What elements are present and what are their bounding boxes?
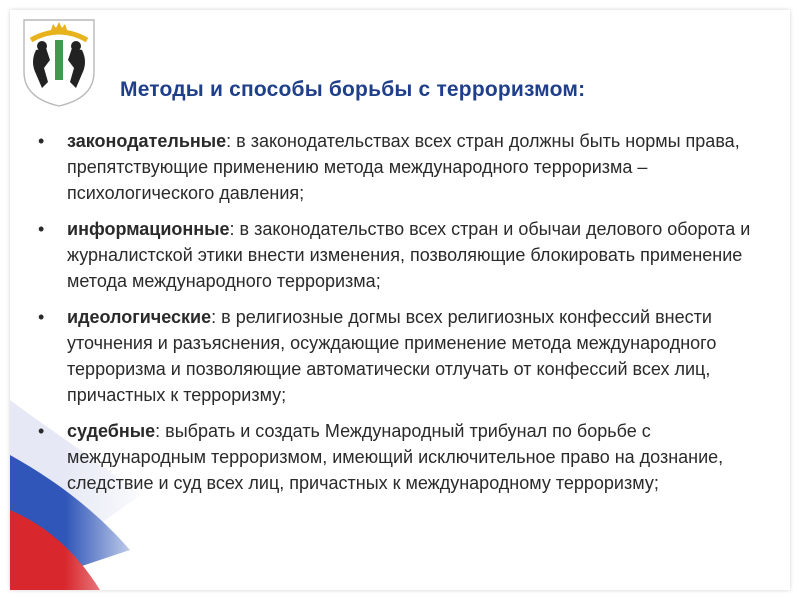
list-item: [30, 128, 772, 206]
methods-list: [30, 128, 772, 506]
method-description: : в религиозные догмы всех религиозных конфессий внести уточнения и разъяснения, осуждающие применение метода международного терроризма и позволяющие автоматически отлучать от конфессий всех лиц, причастных к терроризму;: [67, 307, 717, 405]
bullet-icon: •: [38, 307, 45, 327]
method-term: судебные: [67, 421, 156, 441]
method-term: законодательные: [67, 131, 227, 151]
method-term: информационные: [67, 219, 230, 239]
bullet-icon: •: [38, 421, 45, 441]
bullet-icon: •: [38, 131, 45, 151]
list-item: [30, 418, 772, 496]
coat-of-arms-logo: [18, 16, 100, 108]
method-description: : в законодательство всех стран и обычаи делового оборота и журналистской этики внести изменения, позволяющие блокировать применение метода международного терроризма;: [67, 219, 751, 291]
method-description: : выбрать и создать Международный трибунал по борьбе с международным терроризмом, имеющий исключительное право на дознание, следствие и суд всех лиц, причастных к международному терроризму;: [67, 421, 724, 493]
method-term: идеологические: [67, 307, 212, 327]
method-description: : в законодательствах всех стран должны быть нормы права, препятствующие применению метода международного терроризма – психологического давления;: [67, 131, 740, 203]
slide-title: Методы и способы борьбы с терроризмом:: [120, 78, 586, 101]
bullet-icon: •: [38, 219, 45, 239]
list-item: [30, 216, 772, 294]
list-item: [30, 304, 772, 408]
slide: [10, 10, 790, 590]
